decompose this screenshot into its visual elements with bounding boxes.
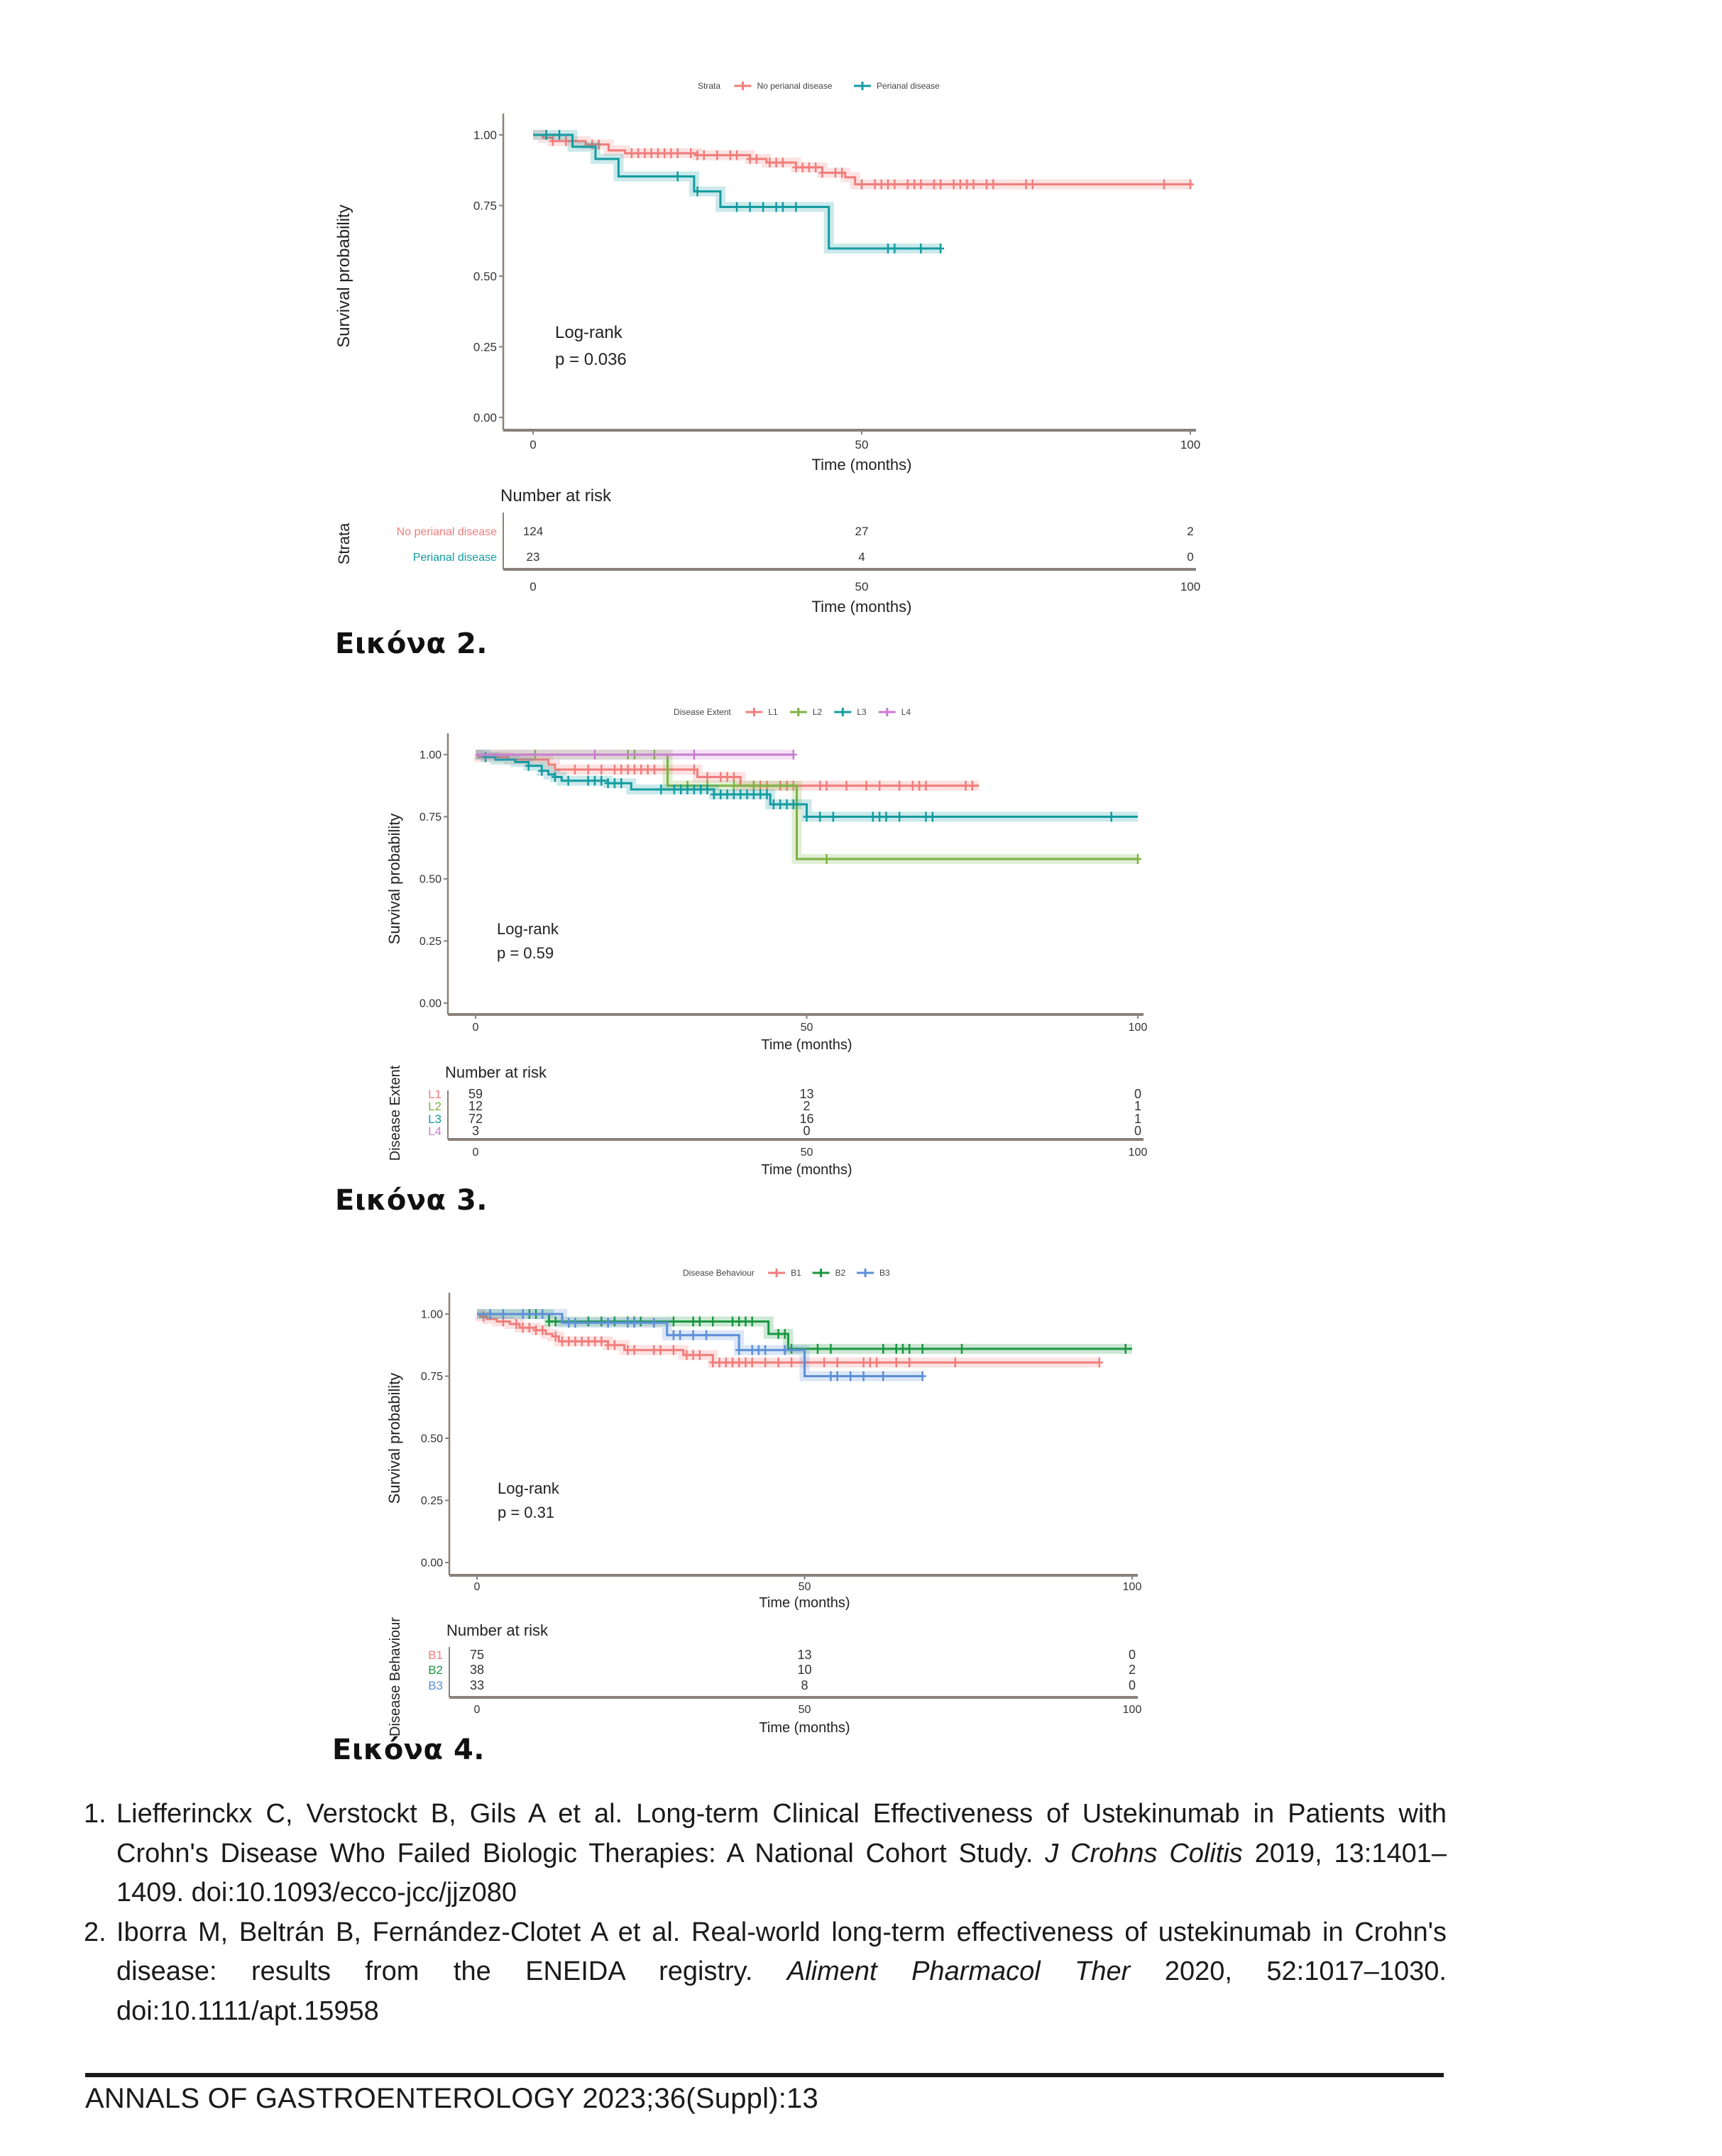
plot-axes [385,1293,1141,1611]
risk-count: 0 [803,1124,811,1138]
risk-count: 75 [469,1648,485,1662]
x-tick-label: 50 [800,1022,813,1034]
risk-row-label: L3 [428,1112,442,1126]
risk-x-tick-label: 100 [1122,1704,1142,1716]
legend-entry: B1 [791,1268,801,1279]
legend [674,707,911,717]
legend-entry: L4 [901,707,911,718]
km-series-b2 [477,1309,1132,1354]
risk-count: 38 [469,1663,485,1677]
risk-count: 0 [1134,1087,1142,1101]
p-value: p = 0.036 [555,350,627,369]
x-tick-label: 0 [473,1581,481,1593]
risk-count: 1 [1134,1099,1142,1113]
risk-row-label: B3 [428,1679,443,1692]
risk-strata-title: Disease Extent [388,1065,403,1161]
risk-count: 124 [522,525,544,538]
risk-count: 2 [1187,525,1194,538]
legend-entry: Perianal disease [877,81,940,92]
risk-count: 13 [799,1087,814,1101]
risk-x-tick-label: 100 [1180,580,1201,593]
x-tick-label: 0 [530,438,537,452]
risk-row-label: B2 [428,1663,443,1677]
risk-x-tick-label: 0 [472,1147,479,1159]
risk-row-label: No perianal disease [396,526,497,538]
legend-entry: B3 [879,1268,890,1279]
risk-table-title: Number at risk [446,1621,549,1639]
x-axis-title: Time (months) [759,1595,850,1611]
risk-strata-title: Strata [335,522,353,565]
y-tick-label: 0.00 [473,410,497,425]
legend-entry: L2 [812,707,823,718]
reference-journal: J Crohns Colitis [1045,1838,1243,1868]
risk-x-tick-label: 100 [1128,1147,1148,1159]
km-series-no-perianal-disease [533,135,1194,190]
risk-strata-title: Disease Behaviour [388,1617,403,1736]
risk-row-label: B1 [428,1648,443,1662]
x-axis-title: Time (months) [811,456,912,474]
x-tick-label: 0 [472,1022,479,1034]
logrank-label: Log-rank [555,323,623,342]
reference-authors-title: Liefferinckx C, Verstockt B, Gils A et al. Long-term Clinical Effectiveness of Ustekinumab in Patients with Crohn's Disease Who Failed Biologic Therapies: A National Cohort Study. [116,1799,1447,1868]
y-axis-title: Survival probability [334,204,353,348]
p-value: p = 0.31 [498,1504,555,1521]
y-tick-label: 0.00 [419,997,442,1010]
risk-x-tick-label: 50 [855,580,869,593]
legend-entry: L3 [857,707,867,718]
risk-table-title: Number at risk [445,1063,547,1081]
km-series-l4 [476,750,797,760]
risk-count: 1 [1134,1112,1142,1126]
risk-count: 0 [1134,1124,1142,1138]
figure-4-caption: Εικόνα 4. [332,1734,485,1766]
y-tick-label: 0.25 [419,936,442,948]
legend-title: Strata [698,81,721,92]
x-tick-label: 50 [855,438,869,452]
risk-count: 23 [526,550,540,564]
legend [698,81,940,91]
reference-details: 2019, 13:1401–1409. doi:10.1093/ecco-jcc/jjz080 [116,1838,1447,1908]
y-axis-title: Survival probability [385,813,403,945]
y-tick-label: 1.00 [473,128,497,142]
x-tick-label: 50 [798,1581,811,1593]
y-axis-title: Survival probability [385,1372,403,1504]
risk-count: 2 [1128,1663,1136,1677]
risk-x-tick-label: 50 [798,1704,811,1716]
km-series-b3 [477,1309,926,1381]
y-tick-label: 0.75 [473,199,497,213]
reference-number: 2. [84,1917,106,1947]
risk-count: 33 [469,1678,485,1692]
reference-number: 1. [84,1799,106,1829]
risk-count: 12 [468,1099,483,1113]
risk-count: 13 [797,1648,812,1662]
risk-count: 72 [468,1112,483,1126]
risk-table [335,486,1200,615]
risk-row-label: L4 [428,1124,442,1138]
risk-table-title: Number at risk [500,486,612,505]
y-tick-label: 0.00 [420,1557,443,1570]
risk-x-axis-title: Time (months) [759,1720,850,1736]
risk-count: 0 [1187,550,1194,564]
risk-x-tick-label: 0 [473,1704,481,1716]
y-tick-label: 1.00 [419,749,442,762]
risk-count: 59 [468,1087,483,1101]
footer-journal-citation: ANNALS OF GASTROENTEROLOGY 2023;36(Suppl):13 [85,2083,818,2114]
reference-item [84,1795,1447,1913]
risk-table [388,1063,1147,1178]
x-axis-title: Time (months) [761,1037,852,1053]
risk-count: 4 [858,550,865,564]
y-tick-label: 1.00 [420,1308,443,1321]
reference-list [84,1795,1447,2031]
figure-3-caption: Εικόνα 3. [335,1184,488,1217]
risk-count: 0 [1128,1648,1136,1662]
km-series-l2 [476,750,1141,864]
km-series-l3 [476,753,1138,822]
risk-count: 10 [797,1663,812,1677]
legend [683,1268,890,1278]
reference-item [84,1913,1447,2032]
legend-entry: L1 [768,707,778,718]
legend-entry: No perianal disease [757,81,833,92]
y-tick-label: 0.75 [419,811,442,824]
risk-table [388,1617,1141,1736]
risk-count: 8 [801,1678,808,1692]
legend-entry: B2 [835,1268,846,1279]
risk-row-label: Perianal disease [412,552,497,564]
p-value: p = 0.59 [497,944,554,962]
legend-title: Disease Behaviour [683,1268,755,1279]
risk-count: 16 [799,1112,814,1126]
plot-axes [334,114,1200,474]
y-tick-label: 0.75 [420,1371,443,1384]
legend-title: Disease Extent [674,707,731,718]
risk-x-axis-title: Time (months) [811,598,912,615]
logrank-label: Log-rank [498,1479,559,1497]
x-tick-label: 100 [1128,1022,1148,1034]
risk-x-tick-label: 50 [800,1147,813,1159]
km-series-l1 [476,755,979,791]
footer-rule [85,2073,1444,2077]
logrank-label: Log-rank [497,920,559,938]
y-tick-label: 0.25 [473,340,497,354]
y-tick-label: 0.50 [473,269,497,283]
km-series-perianal-disease [533,130,944,253]
y-tick-label: 0.50 [420,1433,443,1445]
risk-count: 0 [1128,1678,1136,1692]
risk-count: 2 [803,1099,811,1113]
risk-count: 3 [471,1124,480,1138]
reference-journal: Aliment Pharmacol Ther [786,1957,1131,1986]
risk-row-label: L2 [428,1100,442,1113]
risk-row-label: L1 [428,1088,442,1101]
reference-authors-title: Iborra M, Beltrán B, Fernández-Clotet A et al. Real-world long-term effectiveness of ustekinumab in Crohn's disease: results from the ENEIDA registry. [116,1917,1447,1986]
risk-x-tick-label: 0 [530,580,537,593]
x-tick-label: 100 [1180,438,1201,452]
km-series-b1 [477,1312,1103,1368]
figure-2-caption: Εικόνα 2. [335,628,488,660]
x-tick-label: 100 [1122,1581,1142,1593]
y-tick-label: 0.25 [420,1495,443,1508]
y-tick-label: 0.50 [419,873,442,886]
risk-x-axis-title: Time (months) [761,1162,852,1178]
reference-details: 2020, 52:1017–1030. doi:10.1111/apt.15958 [116,1957,1447,2026]
plot-axes [385,733,1147,1053]
risk-count: 27 [855,525,869,538]
